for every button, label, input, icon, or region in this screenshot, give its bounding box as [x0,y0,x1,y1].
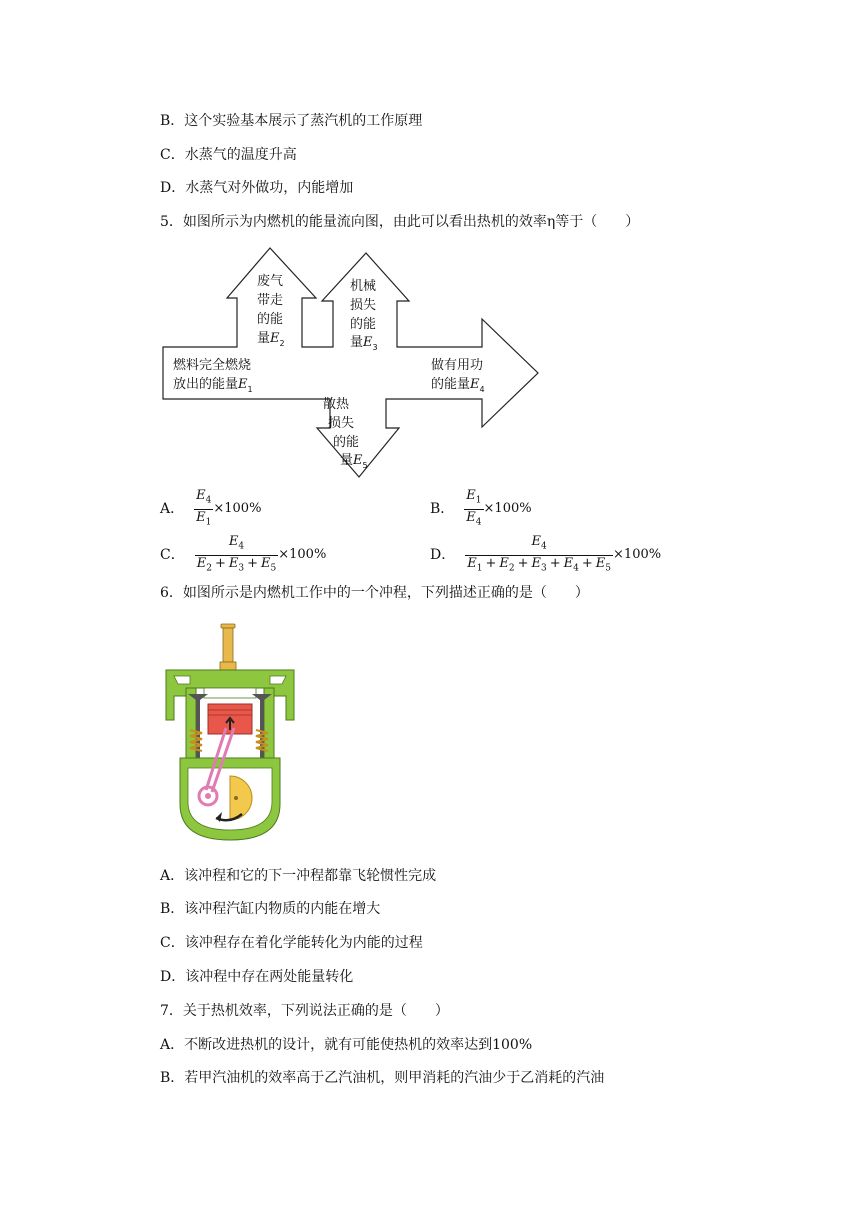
q6-stem: 6．如图所示是内燃机工作中的一个冲程，下列描述正确的是（ ） [160,585,589,601]
q5-option-a [160,488,261,530]
option-b-label: B． [430,501,455,518]
den-plus-sign: + [485,555,497,571]
q5-option-d [430,534,661,576]
den-term-sub: 1 [476,563,483,574]
q5-option-c [160,534,326,576]
q6-option-b: B．该冲程汽缸内物质的内能在增大 [160,901,381,917]
den-term-sub: 3 [541,563,547,574]
q4-option-c: C．水蒸气的温度升高 [160,147,297,163]
frac-num-var: E [228,534,239,549]
mech-var: E [363,335,373,350]
engine-stroke-diagram [160,618,300,848]
den-term-sub: 5 [270,563,277,574]
option-a-fraction [194,488,213,530]
q5-stem: 5．如图所示为内燃机的能量流向图，由此可以看出热机的效率η等于（ ） [160,214,640,230]
heat-var: E [353,453,363,468]
heat-line-1: 散热 [323,397,350,412]
den-term-sub: 2 [206,563,212,574]
frac-den-var: E [466,509,476,525]
input-line-1: 燃料完全燃烧 [173,358,252,373]
den-plus-sign: + [214,555,226,571]
den-plus-sign: + [581,555,593,571]
mech-sub: 3 [372,343,378,352]
den-term-var: E [261,555,271,571]
frac-num-sub: 4 [541,541,547,552]
den-term-var: E [228,555,239,571]
exhaust-line-2: 带走 [257,293,284,308]
mech-line-2: 损失 [350,298,377,313]
frac-num-sub: 4 [238,541,245,552]
q7-option-a: A．不断改进热机的设计，就有可能使热机的效率达到100% [160,1037,533,1053]
exhaust-sub: 2 [279,339,285,348]
frac-den-sub: 4 [475,517,482,528]
heat-line-3: 的能 [333,435,360,450]
q4-option-b: B．这个实验基本展示了蒸汽机的工作原理 [160,113,423,129]
exhaust-line-3: 的能 [257,312,284,327]
spark-plug [223,628,233,662]
option-d-fraction [465,534,613,576]
q6-option-c: C．该冲程存在着化学能转化为内能的过程 [160,935,423,951]
option-a-label: A． [160,501,185,518]
den-plus-sign: + [517,555,529,571]
option-b-fraction [464,488,483,530]
heat-var-prefix: 量 [340,453,354,468]
frac-den-sub: 1 [205,517,212,528]
mech-var-prefix: 量 [350,335,364,350]
heat-sub: 5 [362,461,368,470]
svg-text:放出的能量E1 [173,376,253,394]
mech-line-1: 机械 [350,279,377,294]
frac-num-var: E [531,534,542,549]
q6-option-d: D．该冲程中存在两处能量转化 [160,969,354,985]
frac-den-var: E [196,509,206,525]
option-d-label: D． [430,547,456,564]
q7-stem: 7．关于热机效率，下列说法正确的是（ ） [160,1003,449,1019]
frac-num-sub: 4 [205,495,212,506]
den-term-var: E [563,555,574,571]
frac-num-var: E [466,488,476,503]
den-term-sub: 5 [605,563,612,574]
den-term-var: E [499,555,509,571]
den-plus-sign: + [549,555,561,571]
percent-factor: ×100% [483,501,532,517]
input-var: E [238,377,248,392]
input-line-2: 放出的能量 [173,377,239,392]
den-term-sub: 4 [573,563,579,574]
useful-var: E [470,377,480,392]
den-plus-sign: + [247,555,258,571]
q4-option-d: D．水蒸气对外做功，内能增加 [160,180,354,196]
den-term-var: E [467,555,477,571]
frac-denominator [465,556,613,577]
useful-line-2: 的能量 [431,377,471,392]
svg-text:的能量E4 [431,376,485,394]
den-term-sub: 3 [238,563,245,574]
useful-sub: 4 [479,385,485,394]
q6-option-a: A．该冲程和它的下一冲程都靠飞轮惯性完成 [160,868,437,884]
frac-num-sub: 1 [475,495,482,506]
energy-flow-diagram [155,245,555,485]
den-term-var: E [595,555,606,571]
percent-factor: ×100% [278,547,327,563]
combustion-chamber [204,688,256,698]
input-sub: 1 [247,385,253,394]
den-term-var: E [531,555,542,571]
exhaust-var: E [270,331,280,346]
frac-num-var: E [196,488,206,503]
frac-denominator [195,556,279,577]
q7-option-b: B．若甲汽油机的效率高于乙汽油机，则甲消耗的汽油少于乙消耗的汽油 [160,1070,605,1086]
q5-option-b [430,488,532,530]
den-term-var: E [196,555,207,571]
useful-line-1: 做有用功 [431,358,484,373]
exhaust-line-1: 废气 [257,274,284,289]
heat-line-2: 损失 [328,416,355,431]
option-c-label: C． [160,547,185,564]
spark-plug-tip [221,624,235,628]
percent-factor: ×100% [213,501,262,517]
percent-factor: ×100% [613,547,662,563]
den-term-sub: 2 [508,563,515,574]
mech-line-3: 的能 [350,317,377,332]
exhaust-var-prefix: 量 [257,331,271,346]
option-c-fraction [195,534,279,576]
